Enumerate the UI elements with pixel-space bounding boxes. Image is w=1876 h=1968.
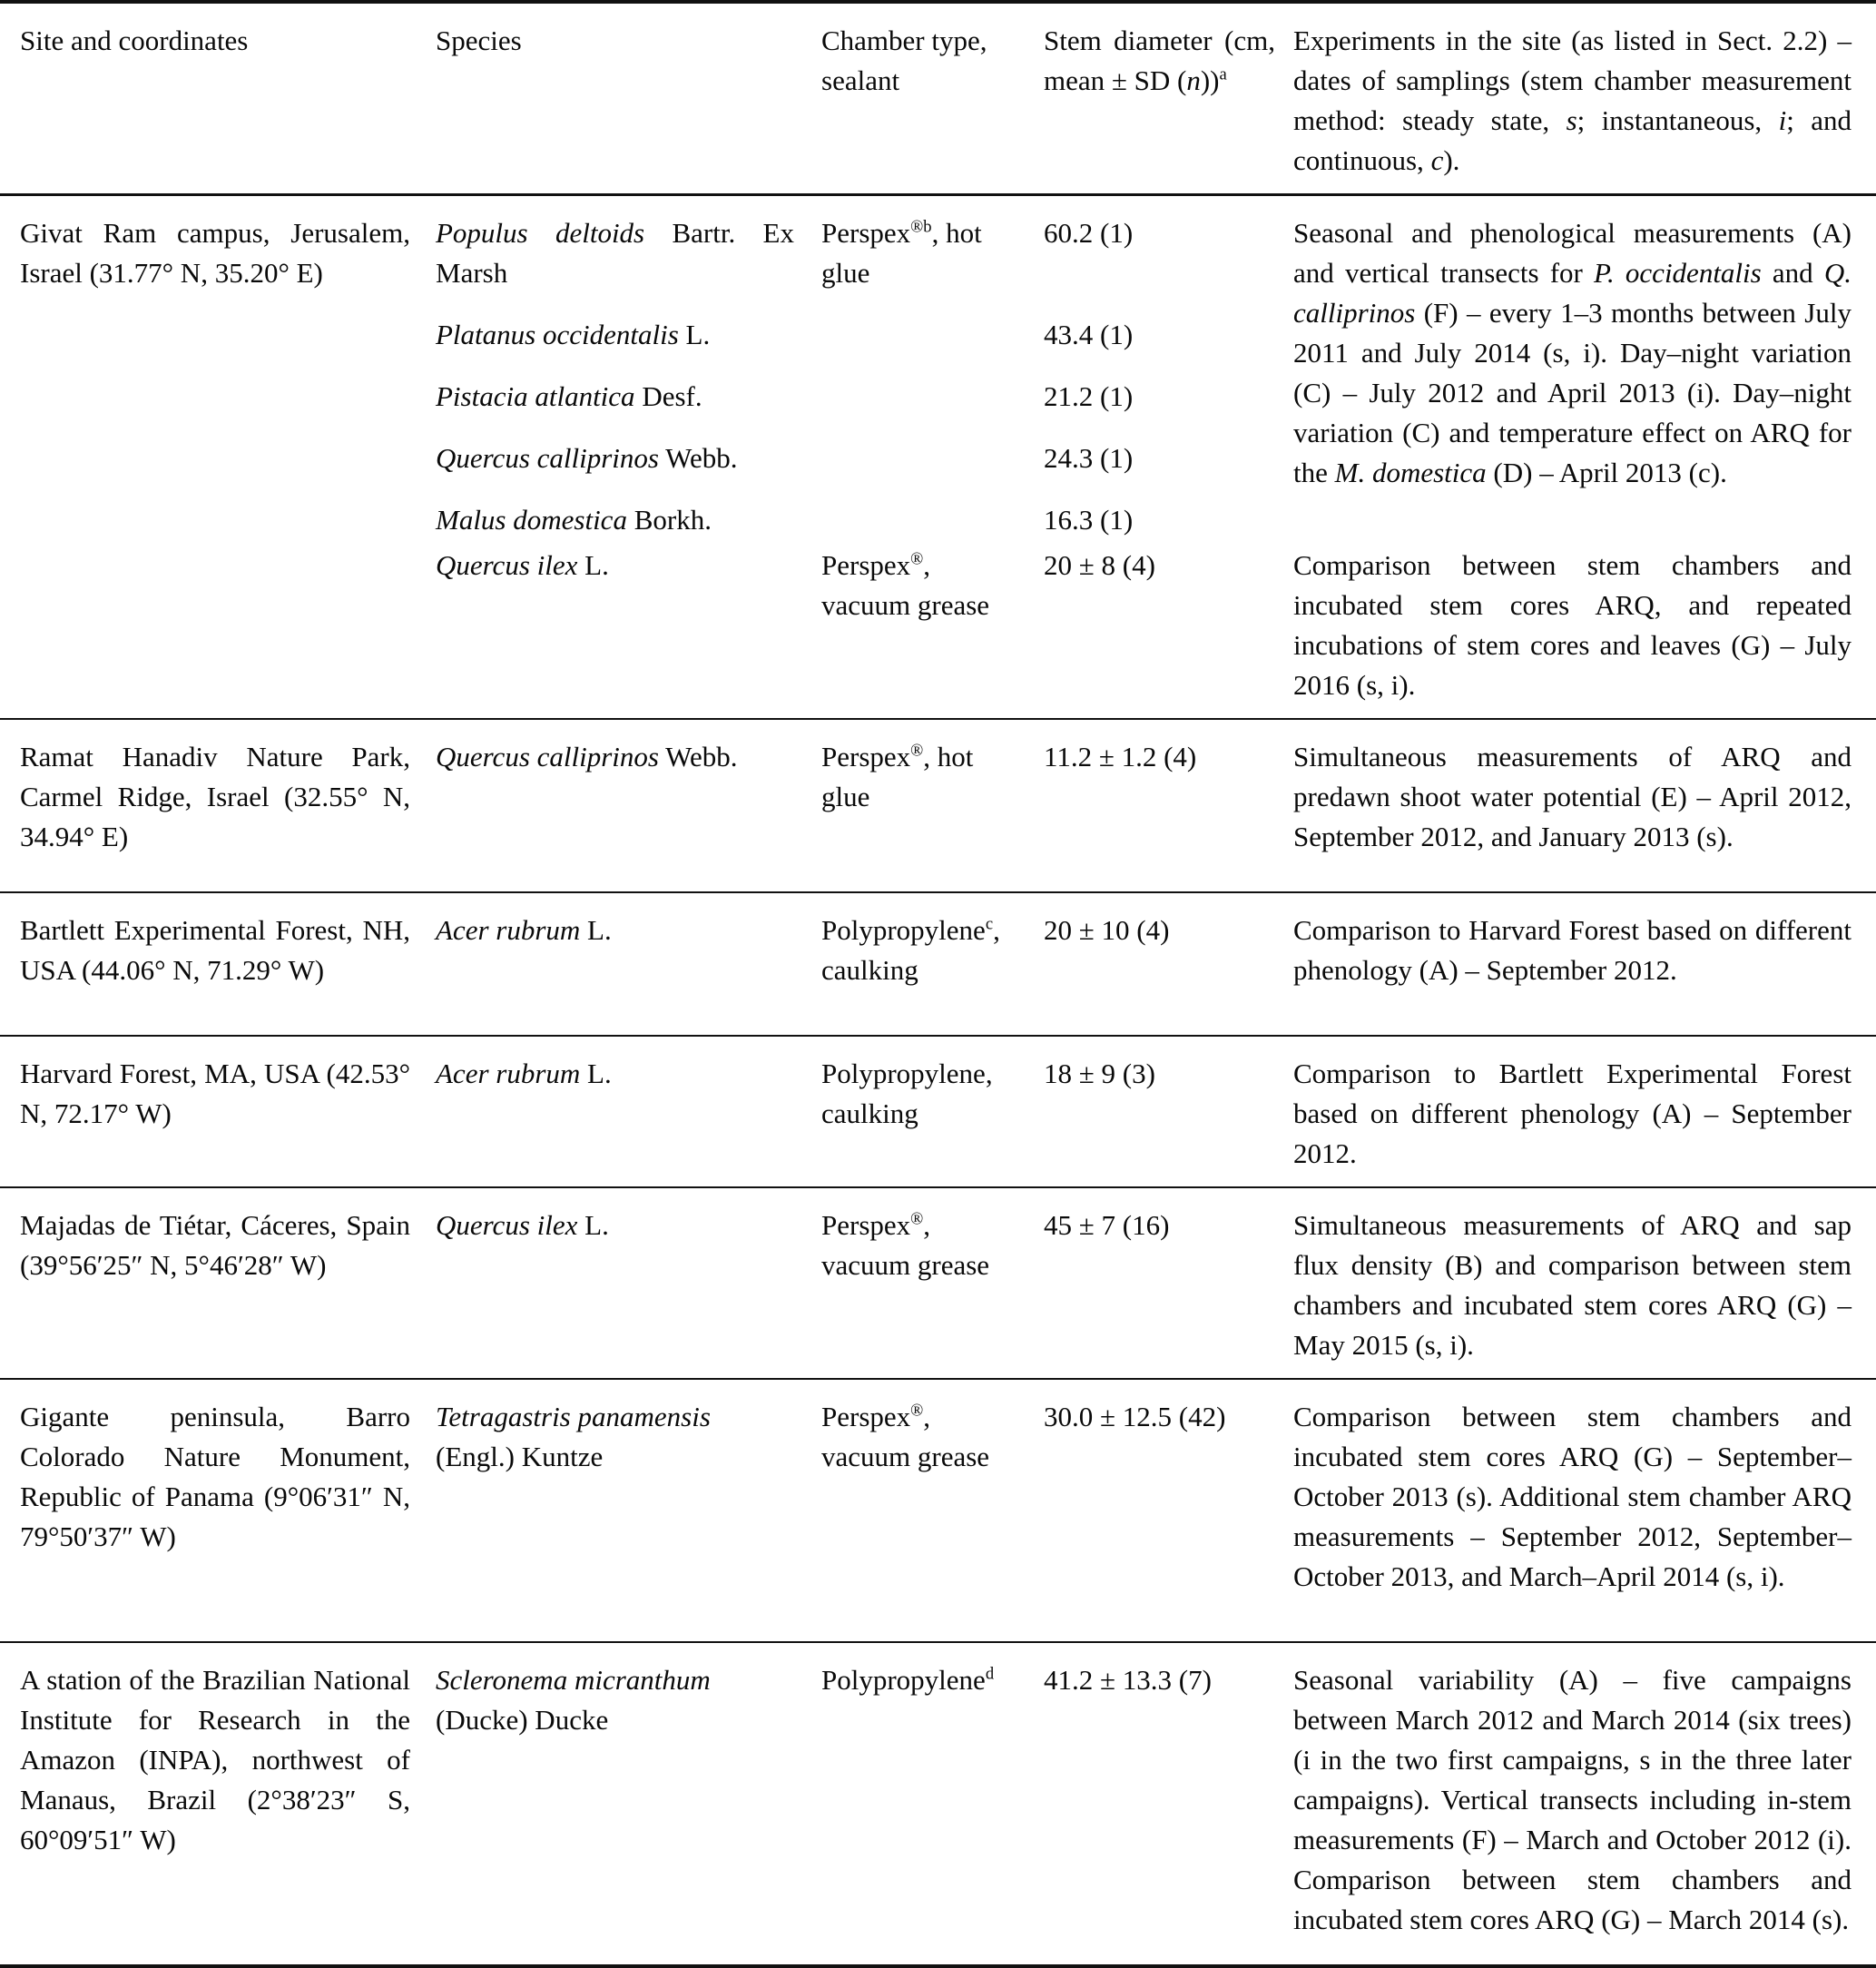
chamber-type: Perspex	[821, 1209, 911, 1241]
species-entry	[436, 438, 794, 478]
experiments-cell	[1293, 546, 1876, 705]
diameter-value: 16.3 (1)	[1044, 504, 1134, 536]
experiments-text: Seasonal variability (A) – five campaigns between March 2012 and March 2014 (six trees) (i in the two first campaigns, s in the three later campaigns). Vertical transects including in-stem measurements (F) – March and October 2012 (i). Comparison between stem chambers and incubated stem cores ARQ (G) – March 2014 (s).	[1293, 1664, 1851, 1935]
site-cell: Majadas de Tiétar, Cáceres, Spain (39°56′25″ N, 5°46′28″ W)	[20, 1209, 410, 1281]
diameter-value: 43.4 (1)	[1044, 319, 1134, 350]
species-authority: L.	[580, 1058, 612, 1089]
chamber-sealant: , vacuum grease	[821, 549, 990, 621]
chamber-cell	[821, 1054, 1044, 1134]
table-row	[0, 196, 1876, 718]
header-diameter-n: n	[1186, 64, 1201, 96]
table-row	[0, 891, 1876, 1035]
header-experiments-text: Experiments in the site (as listed in Sect. 2.2) – dates of samplings (stem chamber measurement method: steady state,	[1293, 25, 1851, 136]
species-latin: Populus deltoids	[436, 217, 645, 249]
species-authority: L.	[678, 319, 711, 350]
experiments-cell	[1293, 1397, 1876, 1597]
registered-trademark-marker: ®	[910, 549, 924, 569]
species-cell	[436, 737, 821, 777]
site-cell: Harvard Forest, MA, USA (42.53° N, 72.17° W)	[20, 1058, 410, 1129]
species-latin: Quercus ilex	[436, 1209, 578, 1241]
registered-trademark-marker: ®	[910, 1209, 924, 1229]
experiments-text: Simultaneous measurements of ARQ and predawn shoot water potential (E) – April 2012, September 2012, and January 2013 (s).	[1293, 741, 1851, 852]
table-row	[0, 1186, 1876, 1378]
species-authority: L.	[577, 549, 609, 581]
chamber-cell	[821, 1660, 1044, 1700]
site-cell: Givat Ram campus, Jerusalem, Israel (31.77° N, 35.20° E)	[20, 217, 410, 289]
diameter-value: 20 ± 8 (4)	[1044, 549, 1155, 581]
chamber-sealant: , vacuum grease	[821, 1209, 990, 1281]
diameter-value: 21.2 (1)	[1044, 380, 1134, 412]
chamber-cell	[821, 1205, 1044, 1285]
table-row	[0, 1641, 1876, 1964]
diameter-cell	[1044, 910, 1293, 950]
chamber-cell	[821, 546, 1044, 625]
chamber-type: Perspex	[821, 217, 911, 249]
table-row	[0, 1378, 1876, 1641]
diameter-value: 18 ± 9 (3)	[1044, 1058, 1155, 1089]
experiments-cell	[1293, 1054, 1876, 1174]
experiments-text: Seasonal and phenological measurements (A) and vertical transects for	[1293, 217, 1851, 289]
footnote-marker-d: d	[985, 1664, 995, 1684]
species-authority: Desf.	[634, 380, 702, 412]
header-experiments-text: ; instantaneous,	[1576, 104, 1779, 136]
species-latin: Acer rubrum	[436, 914, 581, 946]
species-entry	[436, 213, 794, 293]
chamber-type: Polypropylene	[821, 1664, 986, 1696]
species-cell	[436, 1205, 821, 1245]
header-site: Site and coordinates	[20, 25, 249, 56]
experiments-text: Simultaneous measurements of ARQ and sap flux density (B) and comparison between stem chambers and incubated stem cores ARQ (G) – May 2015 (s, i).	[1293, 1209, 1851, 1361]
species-authority: L.	[580, 914, 612, 946]
registered-trademark-marker: ®	[910, 741, 924, 761]
footnote-marker-c: c	[985, 914, 994, 934]
species-latin: Tetragastris panamensis	[436, 1401, 711, 1432]
experiments-cell	[1293, 1660, 1876, 1940]
diameter-value: 24.3 (1)	[1044, 442, 1134, 474]
species-latin: Platanus occidentalis	[436, 319, 679, 350]
method-c: c	[1430, 144, 1444, 176]
species-cell	[436, 546, 821, 585]
species-latin: Quercus calliprinos	[436, 741, 659, 772]
header-diameter-close: ))	[1200, 64, 1220, 96]
chamber-cell	[821, 910, 1044, 990]
header-chamber: Chamber type, sealant	[821, 25, 987, 96]
table-body	[0, 196, 1876, 1964]
species-abbrev: Q. calliprinos	[1293, 257, 1851, 329]
diameter-cell	[1044, 1397, 1293, 1437]
diameter-cell	[1044, 737, 1293, 777]
species-authority: Bartr. Ex Marsh	[436, 217, 794, 289]
header-experiments-text: ).	[1443, 144, 1460, 176]
species-entry	[436, 377, 794, 417]
chamber-sealant: , vacuum grease	[821, 1401, 990, 1472]
header-diameter	[1044, 21, 1293, 101]
experiments-cell	[1293, 910, 1876, 990]
experiments-text: (F) – every 1–3 months between July 2011 and July 2014 (s, i). Day–night variation (C) – July 2012 and April 2013 (i). Day–night variation (C) and temperature effect on ARQ for the	[1293, 297, 1851, 488]
header-experiments	[1293, 21, 1876, 181]
diameter-value: 30.0 ± 12.5 (42)	[1044, 1401, 1226, 1432]
chamber-sealant: , caulking	[821, 1058, 993, 1129]
species-cell	[436, 910, 821, 950]
header-species: Species	[436, 25, 522, 56]
species-entry	[436, 546, 794, 585]
species-latin: Malus domestica	[436, 504, 627, 536]
species-authority: (Engl.) Kuntze	[436, 1441, 604, 1472]
chamber-type: Perspex	[821, 1401, 911, 1432]
table-row	[0, 1035, 1876, 1186]
diameter-cell	[1044, 1660, 1293, 1700]
experiments-text: Comparison to Harvard Forest based on different phenology (A) – September 2012.	[1293, 914, 1851, 986]
experiments-text: and	[1761, 257, 1824, 289]
species-latin: Scleronema micranthum	[436, 1664, 711, 1696]
chamber-cell	[821, 1397, 1044, 1477]
site-cell: Bartlett Experimental Forest, NH, USA (44.06° N, 71.29° W)	[20, 914, 410, 986]
species-entry	[436, 500, 794, 540]
method-s: s	[1566, 104, 1577, 136]
species-abbrev: M. domestica	[1334, 457, 1487, 488]
species-cell	[436, 1397, 821, 1477]
diameter-cell	[1044, 213, 1293, 540]
footnote-marker-a: a	[1219, 64, 1227, 84]
sub-row	[436, 213, 1876, 540]
experiments-text: (D) – April 2013 (c).	[1486, 457, 1727, 488]
site-cell: Ramat Hanadiv Nature Park, Carmel Ridge, Israel (32.55° N, 34.94° E)	[20, 741, 410, 852]
experiments-text: Comparison between stem chambers and incubated stem cores ARQ, and repeated incubations of stem cores and leaves (G) – July 2016 (s, i).	[1293, 549, 1851, 701]
site-cell: Gigante peninsula, Barro Colorado Nature Monument, Republic of Panama (9°06′31″ N, 79°50′37″ W)	[20, 1401, 410, 1552]
chamber-sealant: , hot glue	[821, 217, 982, 289]
header-experiments-text: ; and continuous,	[1293, 104, 1851, 176]
chamber-sealant: , caulking	[821, 914, 1000, 986]
species-entry	[436, 315, 794, 355]
diameter-cell	[1044, 546, 1293, 585]
chamber-cell	[821, 737, 1044, 817]
species-latin: Pistacia atlantica	[436, 380, 635, 412]
chamber-type: Polypropylene	[821, 1058, 986, 1089]
experiments-text: Comparison to Bartlett Experimental Forest based on different phenology (A) – September 2012.	[1293, 1058, 1851, 1169]
species-cell	[436, 213, 821, 540]
diameter-value: 60.2 (1)	[1044, 217, 1134, 249]
species-authority: Webb.	[658, 442, 738, 474]
diameter-value: 41.2 ± 13.3 (7)	[1044, 1664, 1212, 1696]
table-header-row	[0, 4, 1876, 196]
registered-trademark-marker: ®	[910, 1401, 924, 1421]
chamber-type: Perspex	[821, 741, 911, 772]
chamber-cell	[821, 213, 1044, 293]
species-latin: Acer rubrum	[436, 1058, 581, 1089]
chamber-type: Perspex	[821, 549, 911, 581]
experiments-cell	[1293, 737, 1876, 857]
species-cell	[436, 1660, 821, 1740]
diameter-value: 20 ± 10 (4)	[1044, 914, 1170, 946]
species-authority: Borkh.	[626, 504, 712, 536]
species-abbrev: P. occidentalis	[1594, 257, 1762, 289]
header-diameter-text: Stem diameter (cm, mean ± SD (	[1044, 25, 1275, 96]
species-authority: Webb.	[658, 741, 738, 772]
diameter-value: 45 ± 7 (16)	[1044, 1209, 1170, 1241]
table-row	[0, 718, 1876, 891]
species-authority: (Ducke) Ducke	[436, 1704, 609, 1736]
diameter-cell	[1044, 1205, 1293, 1245]
species-authority: L.	[577, 1209, 609, 1241]
row-groups	[436, 213, 1876, 705]
site-cell: A station of the Brazilian National Institute for Research in the Amazon (INPA), northwest of Manaus, Brazil (2°38′23″ S, 60°09′51″ W)	[20, 1664, 410, 1855]
diameter-cell	[1044, 1054, 1293, 1094]
diameter-value: 11.2 ± 1.2 (4)	[1044, 741, 1197, 772]
chamber-type: Polypropylene	[821, 914, 986, 946]
sub-row	[436, 546, 1876, 705]
experiments-cell	[1293, 213, 1876, 493]
species-cell	[436, 1054, 821, 1094]
registered-trademark-marker: ®b	[910, 217, 932, 237]
chamber-sealant: , hot glue	[821, 741, 974, 812]
method-i: i	[1778, 104, 1787, 136]
experiments-cell	[1293, 1205, 1876, 1365]
species-latin: Quercus ilex	[436, 549, 578, 581]
experiments-text: Comparison between stem chambers and incubated stem cores ARQ (G) – September–October 2013 (s). Additional stem chamber ARQ measurements – September 2012, September–October 2013, and March–April 2014 (s, i).	[1293, 1401, 1851, 1592]
species-latin: Quercus calliprinos	[436, 442, 659, 474]
